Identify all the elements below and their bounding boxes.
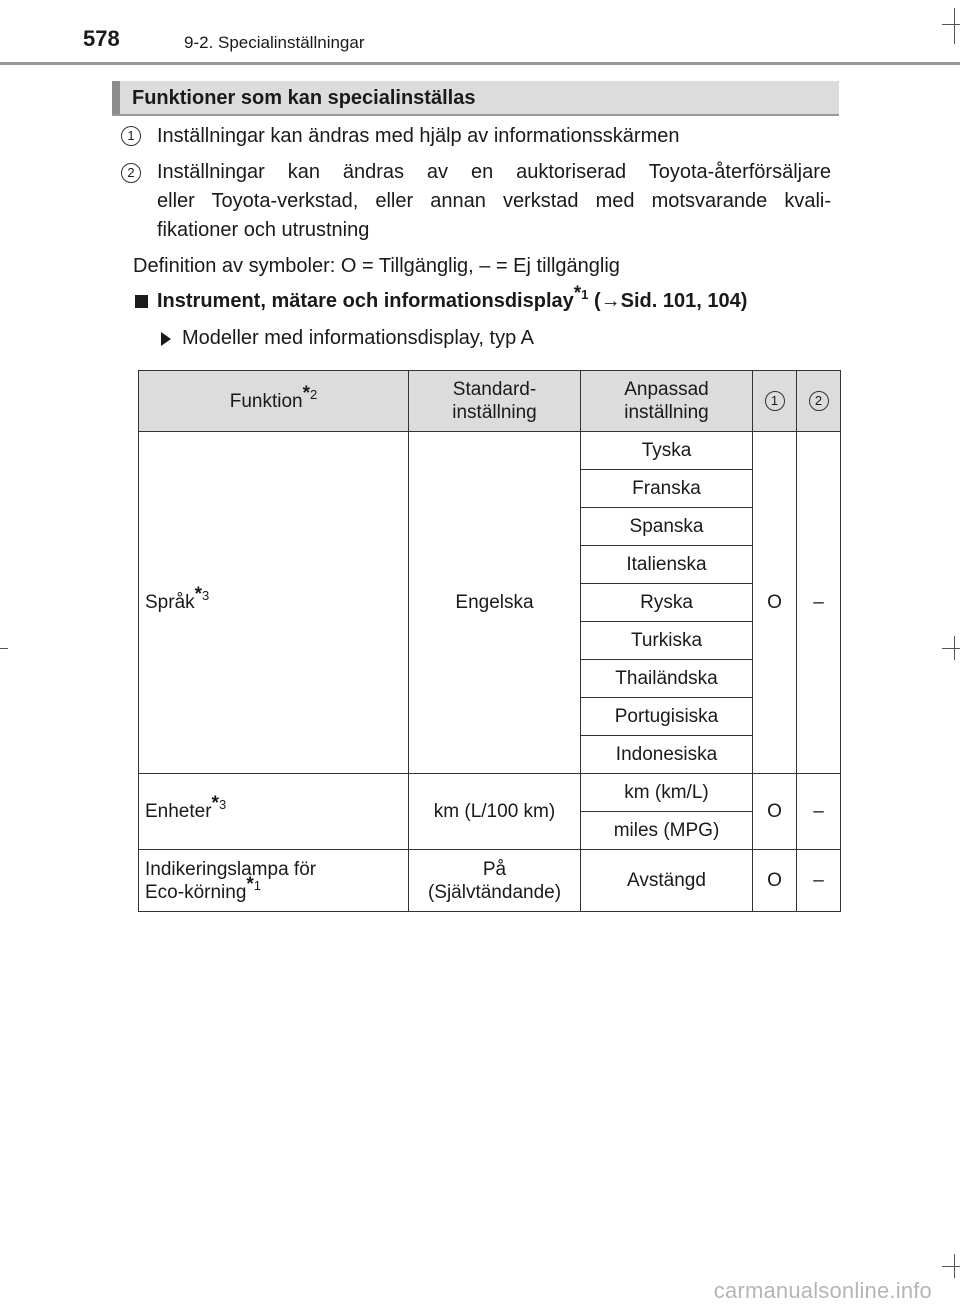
section-heading-bar <box>112 81 839 116</box>
table-row <box>139 850 841 912</box>
asterisk-icon: * <box>246 874 254 896</box>
crop-mark <box>942 1266 960 1267</box>
bullet-triangle-icon <box>161 332 171 346</box>
subheading-footnote: 1 <box>581 287 589 303</box>
arrow-icon: → <box>600 290 621 312</box>
col-1-cell: O <box>753 850 797 912</box>
model-line: Modeller med informationsdisplay, typ A <box>182 327 535 349</box>
crop-mark <box>0 648 8 649</box>
table-header-row <box>139 371 841 432</box>
standard-cell: Engelska <box>409 432 581 774</box>
header-standard-line2: inställning <box>452 402 537 423</box>
function-label: Enheter <box>145 800 212 822</box>
option-cell: Indonesiska <box>581 736 753 774</box>
standard-cell: km (L/100 km) <box>409 774 581 850</box>
header-standard <box>409 371 581 432</box>
asterisk-icon: * <box>573 283 582 305</box>
option-cell: Italienska <box>581 546 753 584</box>
section-title: 9-2. Specialinställningar <box>184 33 365 52</box>
heading-accent <box>112 81 120 114</box>
header-function-note: 2 <box>310 387 318 403</box>
function-cell <box>139 432 409 774</box>
header-custom-line2: inställning <box>624 402 709 423</box>
function-note: 3 <box>218 797 227 813</box>
header-custom <box>581 371 753 432</box>
marker-2-icon: 2 <box>121 163 141 183</box>
option-cell: Ryska <box>581 584 753 622</box>
standard-line2: (Självtändande) <box>427 881 562 903</box>
table-row <box>139 432 841 470</box>
note-2-line-1: Inställningar kan ändras av en auktoriserad Toyota-återförsäljare <box>157 161 831 183</box>
symbol-definition: Definition av symboler: O = Tillgänglig, – = Ej tillgänglig <box>133 255 620 277</box>
section-heading: Funktioner som kan specialinställas <box>132 87 476 109</box>
watermark: carmanualsonline.info <box>713 1278 932 1303</box>
option-cell: miles (MPG) <box>581 812 753 850</box>
col-1-cell: O <box>753 432 797 774</box>
header-standard-line1: Standard- <box>452 379 537 400</box>
function-label-line1: Indikeringslampa för <box>145 858 317 880</box>
option-cell: Spanska <box>581 508 753 546</box>
marker-2-icon: 2 <box>809 391 829 411</box>
settings-table <box>138 370 841 912</box>
header-function-label: Funktion <box>229 390 303 412</box>
col-2-cell: – <box>797 432 841 774</box>
asterisk-icon: * <box>302 383 311 405</box>
header-rule <box>0 62 960 65</box>
bullet-square-icon <box>135 295 148 308</box>
option-cell: Turkiska <box>581 622 753 660</box>
asterisk-icon: * <box>211 793 219 815</box>
col-2-cell: – <box>797 850 841 912</box>
header-col-2 <box>797 371 841 432</box>
subheading <box>157 283 748 313</box>
option-cell: km (km/L) <box>581 774 753 812</box>
function-label-line2: Eco-körning <box>145 881 247 903</box>
crop-mark <box>954 8 955 44</box>
note-2-line-3: fikationer och utrustning <box>157 219 370 241</box>
header-function <box>139 371 409 432</box>
marker-1-icon: 1 <box>121 126 141 146</box>
option-cell: Franska <box>581 470 753 508</box>
function-cell <box>139 774 409 850</box>
function-label: Språk <box>145 591 195 613</box>
function-note: 1 <box>253 878 262 894</box>
function-note: 3 <box>202 588 210 604</box>
asterisk-icon: * <box>194 584 203 606</box>
col-1-cell: O <box>753 774 797 850</box>
option-cell: Thailändska <box>581 660 753 698</box>
crop-mark <box>942 648 960 649</box>
note-1-text: Inställningar kan ändras med hjälp av informationsskärmen <box>157 125 680 147</box>
option-cell: Portugisiska <box>581 698 753 736</box>
col-2-cell: – <box>797 774 841 850</box>
marker-1-icon: 1 <box>765 391 785 411</box>
header-custom-line1: Anpassad <box>624 379 709 400</box>
option-cell: Avstängd <box>581 850 753 912</box>
crop-mark <box>942 24 960 25</box>
standard-line1: På <box>482 858 507 880</box>
header-col-1 <box>753 371 797 432</box>
subheading-text: Instrument, mätare och informationsdisplay <box>157 290 574 312</box>
option-cell: Tyska <box>581 432 753 470</box>
page-number: 578 <box>83 26 120 51</box>
ref-open: ( <box>588 290 601 312</box>
note-2-line-2: eller Toyota-verkstad, eller annan verkstad med motsvarande kvali- <box>157 190 831 212</box>
table-row <box>139 774 841 812</box>
standard-cell <box>409 850 581 912</box>
function-cell <box>139 850 409 912</box>
page-reference: Sid. 101, 104) <box>620 290 748 312</box>
